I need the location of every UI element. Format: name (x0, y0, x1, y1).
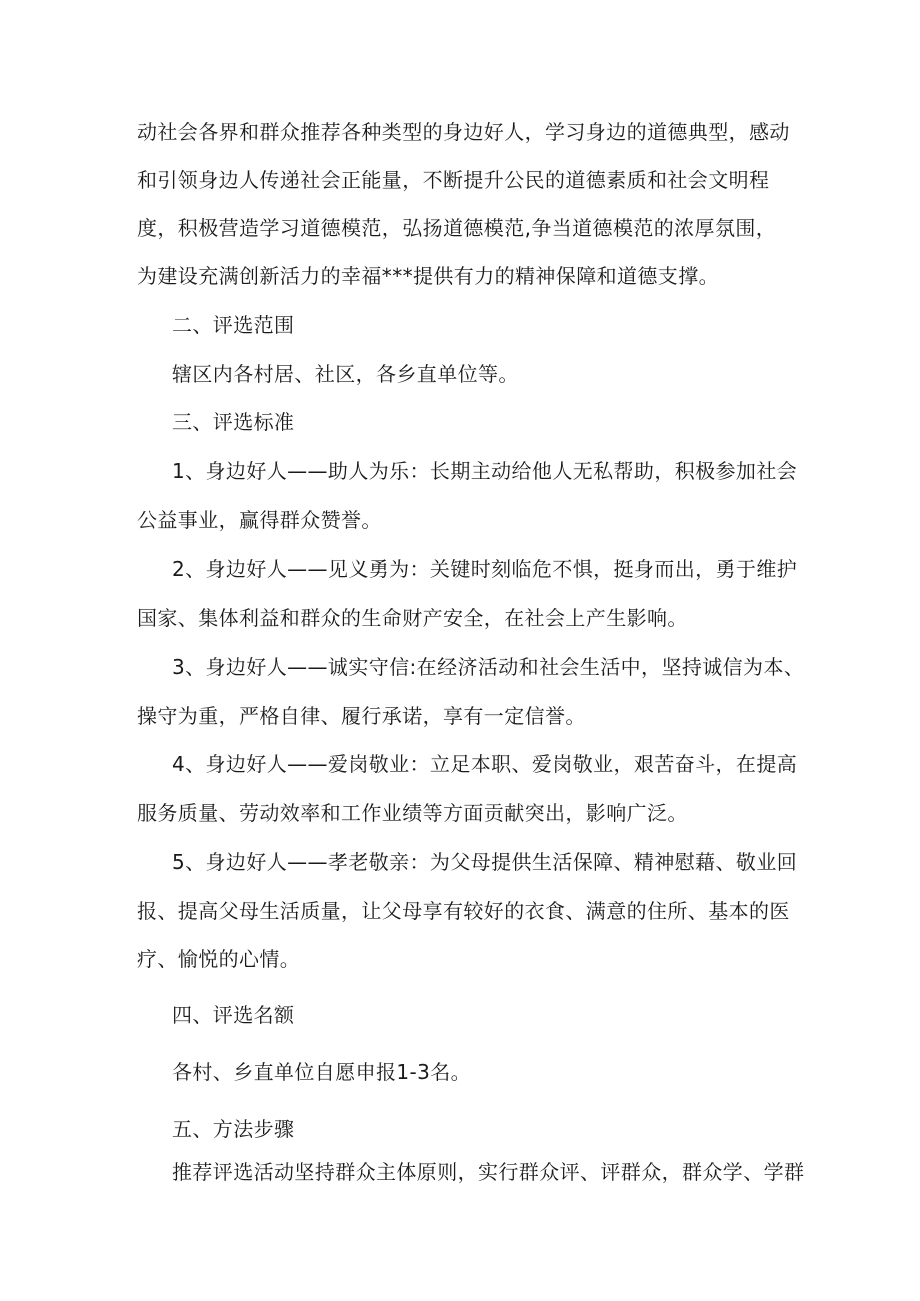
section-heading-steps: 五、方法步骤 (172, 1117, 295, 1141)
paragraph-intro-line-4: 为建设充满创新活力的幸福***提供有力的精神保障和道德支撑。 (137, 264, 719, 288)
criteria-item-4-line-2: 服务质量、劳动效率和工作业绩等方面贡献突出，影响广泛。 (137, 801, 688, 825)
paragraph-quota: 各村、乡直单位自愿申报1-3名。 (172, 1060, 472, 1084)
paragraph-intro-line-2: 和引领身边人传递社会正能量，不断提升公民的道德素质和社会文明程 (137, 168, 770, 192)
paragraph-steps-line-1: 推荐评选活动坚持群众主体原则，实行群众评、评群众，群众学、学群 (172, 1160, 805, 1184)
criteria-item-3-line-2: 操守为重，严格自律、履行承诺，享有一定信誉。 (137, 704, 586, 728)
criteria-item-1-line-2: 公益事业，赢得群众赞誉。 (137, 508, 382, 532)
criteria-item-1-line-1: 1、身边好人——助人为乐：长期主动给他人无私帮助，积极参加社会 (172, 459, 798, 483)
criteria-item-2-line-2: 国家、集体利益和群众的生命财产安全，在社会上产生影响。 (137, 606, 688, 630)
paragraph-intro-line-1: 动社会各界和群众推荐各种类型的身边好人，学习身边的道德典型，感动 (137, 120, 790, 144)
section-heading-quota: 四、评选名额 (172, 1003, 295, 1027)
criteria-item-3-line-1: 3、身边好人——诚实守信:在经济活动和社会生活中，坚持诚信为本、 (172, 655, 805, 679)
paragraph-intro-line-3: 度，积极营造学习道德模范，弘扬道德模范,争当道德模范的浓厚氛围， (137, 216, 777, 240)
criteria-item-5-line-2: 报、提高父母生活质量，让父母享有较好的衣食、满意的住所、基本的医 (137, 899, 790, 923)
criteria-item-2-line-1: 2、身边好人——见义勇为：关键时刻临危不惧，挺身而出，勇于维护 (172, 557, 798, 581)
section-heading-scope: 二、评选范围 (172, 313, 295, 337)
criteria-item-5-line-1: 5、身边好人——孝老敬亲：为父母提供生活保障、精神慰藉、敬业回 (172, 850, 798, 874)
paragraph-scope: 辖区内各村居、社区，各乡直单位等。 (172, 362, 519, 386)
criteria-item-4-line-1: 4、身边好人——爱岗敬业：立足本职、爱岗敬业，艰苦奋斗，在提高 (172, 752, 798, 776)
section-heading-criteria: 三、评选标准 (172, 410, 295, 434)
criteria-item-5-line-3: 疗、愉悦的心情。 (137, 947, 301, 971)
